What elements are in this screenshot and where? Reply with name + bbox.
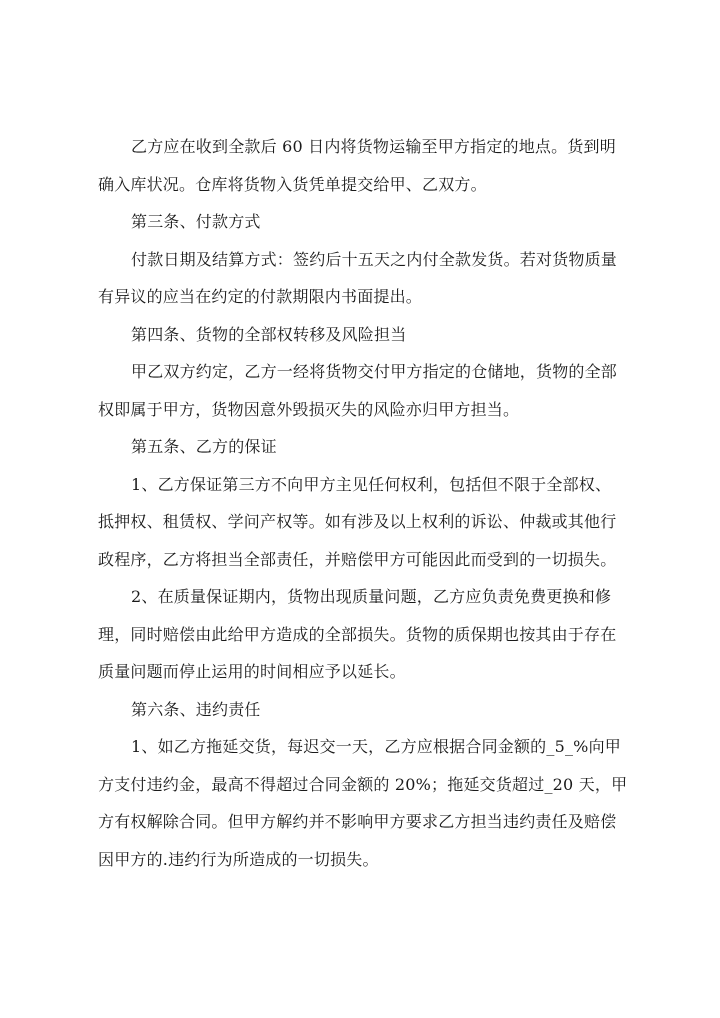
section-heading: 第四条、货物的全部权转移及风险担当 <box>131 324 407 344</box>
text-line: 因甲方的.违约行为所造成的一切损失。 <box>98 849 379 869</box>
text-line: 1、如乙方拖延交货，每迟交一天，乙方应根据合同金额的_5_%向甲 <box>131 737 621 756</box>
text-line: 有异议的应当在约定的付款期限内书面提出。 <box>98 287 423 306</box>
text-line: 付款日期及结算方式：签约后十五天之内付全款发货。若对货物质量 <box>131 249 618 269</box>
text-line: 1、乙方保证第三方不向甲方主见任何权利，包括但不限于全部权、 <box>131 474 612 494</box>
section-heading: 第六条、违约责任 <box>131 699 261 719</box>
text-line: 甲乙双方约定，乙方一经将货物交付甲方指定的仓储地，货物的全部 <box>131 362 618 381</box>
text-line: 确入库状况。仓库将货物入货凭单提交给甲、乙双方。 <box>98 174 487 194</box>
section-heading: 第五条、乙方的保证 <box>131 437 277 456</box>
text-line: 理，同时赔偿由此给甲方造成的全部损失。货物的质保期也按其由于存在 <box>98 624 617 644</box>
text-line: 政程序，乙方将担当全部责任，并赔偿甲方可能因此而受到的一切损失。 <box>98 549 617 569</box>
document-body <box>98 128 638 878</box>
text-line: 乙方应在收到全款后 60 日内将货物运输至甲方指定的地点。货到明 <box>131 137 616 156</box>
text-line: 抵押权、租赁权、学问产权等。如有涉及以上权利的诉讼、仲裁或其他行 <box>98 512 617 531</box>
text-line: 权即属于甲方，货物因意外毁损灭失的风险亦归甲方担当。 <box>98 399 520 419</box>
text-line: 方有权解除合同。但甲方解约并不影响甲方要求乙方担当违约责任及赔偿 <box>98 812 617 831</box>
text-line: 2、在质量保证期内，货物出现质量问题，乙方应负责免费更换和修 <box>131 587 612 606</box>
text-line: 方支付违约金，最高不得超过合同金额的 20%；拖延交货超过_20 天，甲 <box>98 774 628 794</box>
text-line: 质量问题而停止运用的时间相应予以延长。 <box>98 662 406 681</box>
section-heading: 第三条、付款方式 <box>131 212 261 231</box>
